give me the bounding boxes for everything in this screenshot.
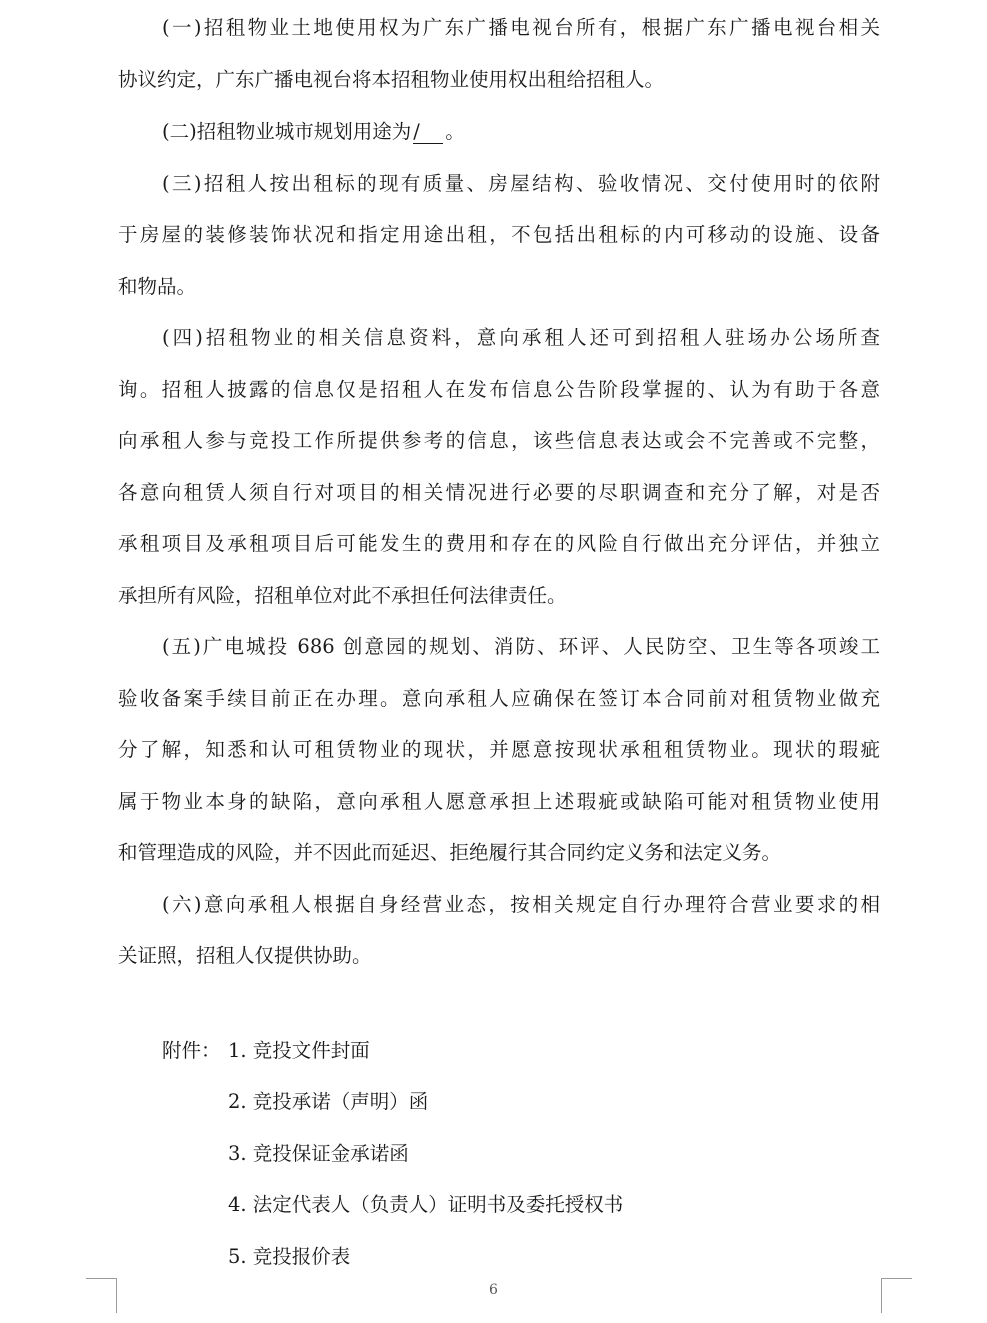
paragraph-6-line-1: (六)意向承租人根据自身经营业态，按相关规定自行办理符合营业要求的相 (162, 893, 880, 916)
paragraph-3-line-2: 于房屋的装修装饰状况和指定用途出租，不包括出租标的内可移动的设施、设备 (118, 223, 880, 246)
paragraph-1-line-2: 协议约定，广东广播电视台将本招租物业使用权出租给招租人。 (118, 68, 665, 91)
paragraph-2-text-after: 。 (445, 120, 465, 143)
paragraph-6-line-2: 关证照，招租人仅提供协助。 (118, 944, 372, 967)
paragraph-5-line-2: 验收备案手续目前正在办理。意向承租人应确保在签订本合同前对租赁物业做充 (118, 687, 880, 710)
paragraph-2 (162, 119, 880, 145)
planning-use-blank: / (413, 121, 443, 144)
attachment-item-1: 1. 竞投文件封面 (228, 1039, 370, 1062)
attachments-label: 附件： (162, 1039, 221, 1062)
paragraph-3-line-3: 和物品。 (118, 275, 197, 298)
paragraph-5-line-3: 分了解，知悉和认可租赁物业的现状，并愿意按现状承租租赁物业。现状的瑕疵 (118, 738, 880, 761)
paragraph-4-line-6: 承担所有风险，招租单位对此不承担任何法律责任。 (118, 584, 567, 607)
attachment-item-2: 2. 竞投承诺（声明）函 (228, 1090, 429, 1113)
paragraph-3-line-1: (三)招租人按出租标的现有质量、房屋结构、验收情况、交付使用时的依附 (162, 172, 880, 195)
page-number: 6 (489, 1282, 498, 1298)
paragraph-4-line-5: 承租项目及承租项目后可能发生的费用和存在的风险自行做出充分评估，并独立 (118, 532, 880, 555)
paragraph-5-line-4: 属于物业本身的缺陷，意向承租人愿意承担上述瑕疵或缺陷可能对租赁物业使用 (118, 790, 880, 813)
attachment-item-3: 3. 竞投保证金承诺函 (228, 1142, 409, 1165)
paragraph-4-line-3: 向承租人参与竞投工作所提供参考的信息，该些信息表达或会不完善或不完整， (118, 429, 880, 452)
paragraph-1-line-1: (一)招租物业土地使用权为广东广播电视台所有，根据广东广播电视台相关 (162, 16, 880, 39)
paragraph-4-line-4: 各意向租赁人须自行对项目的相关情况进行必要的尽职调查和充分了解，对是否 (118, 481, 880, 504)
paragraph-2-text-before: (二)招租物业城市规划用途为 (162, 120, 412, 143)
attachment-item-4: 4. 法定代表人（负责人）证明书及委托授权书 (228, 1193, 624, 1216)
paragraph-4-line-1: (四)招租物业的相关信息资料，意向承租人还可到招租人驻场办公场所查 (162, 326, 880, 349)
paragraph-5-line-5: 和管理造成的风险，并不因此而延迟、拒绝履行其合同约定义务和法定义务。 (118, 841, 782, 864)
paragraph-4-line-2: 询。招租人披露的信息仅是招租人在发布信息公告阶段掌握的、认为有助于各意 (118, 378, 880, 401)
paragraph-5-line-1: (五)广电城投 686 创意园的规划、消防、环评、人民防空、卫生等各项竣工 (162, 635, 880, 658)
attachment-item-5: 5. 竞投报价表 (228, 1245, 351, 1268)
